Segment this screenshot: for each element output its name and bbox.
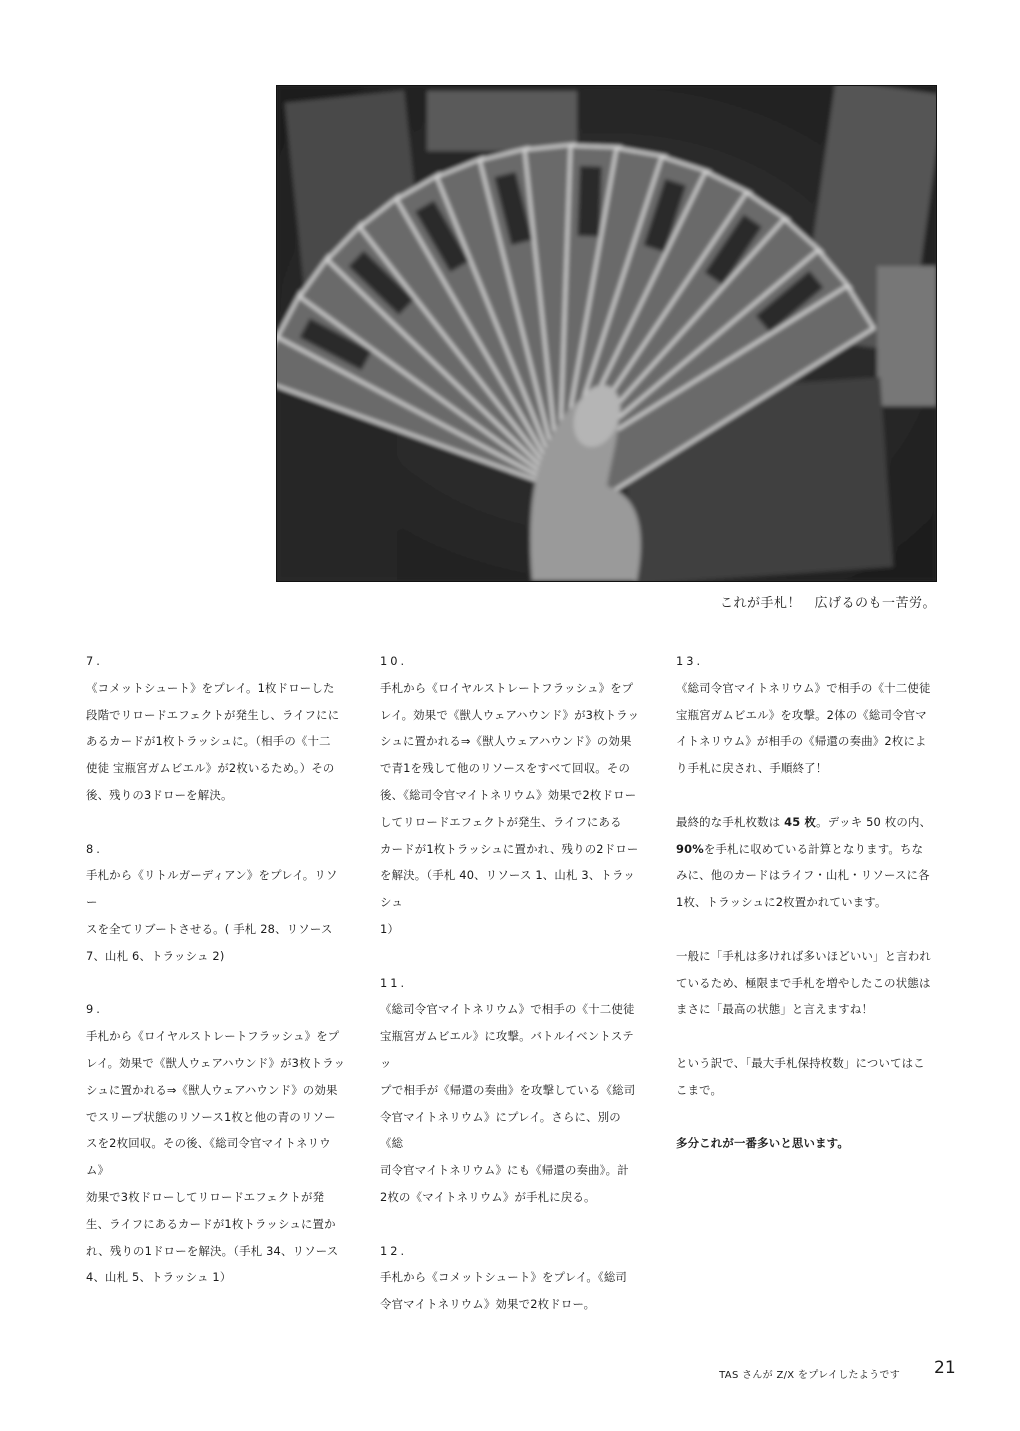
body-paragraph: 手札から《コメットシュート》をプレイ。《総司 令官マイトネリウム》効果で2枚ドロー。 [380, 1270, 628, 1312]
body-paragraph: 《総司令官マイトネリウム》で相手の《十二使徒 宝瓶宮ガムビエル》に攻撃。バトルイベントステッ プで相手が《帰還の奏曲》を攻撃している《総司 令官マイトネリウム》にプレイ。さらに、別の《総 司令官マイトネリウム》にも《帰還の奏曲》。計 2枚の《マイトネリウム》が手札に戻る。 [380, 1002, 636, 1204]
body-paragraph: 《総司令官マイトネリウム》で相手の《十二使徒 宝瓶宮ガムビエル》を攻撃。2体の《総司令官マ イトネリウム》が相手の《帰還の奏曲》2枚によ り手札に戻され、手順終了！ [676, 680, 931, 776]
photo-caption: これが手札！ 広げるのも一苦労。 [719, 596, 936, 611]
article-column-1 [86, 648, 348, 1318]
section-number: 11. [380, 975, 408, 990]
paragraph-text: 最終的な手札枚数は [676, 814, 785, 829]
body-paragraph [676, 809, 938, 916]
section-number: 12. [380, 1243, 408, 1258]
hand-of-cards-photo [276, 85, 937, 582]
running-footer-title: TAS さんが Z/X をプレイしたようです [719, 1370, 900, 1381]
section-number: 9. [86, 1002, 103, 1017]
body-paragraph: という訳で、「最大手札保持枚数」についてはこ こまで。 [676, 1055, 925, 1097]
paragraph-text: 。デッキ 50 枚の内、 [816, 814, 932, 829]
section-number: 13. [676, 654, 704, 668]
body-paragraph: 手札から《リトルガーディアン》をプレイ。リソー スを全てリブートさせる。( 手札 28、リソース 7、山札 6、トラッシュ 2) [86, 868, 338, 963]
article-column-3 [676, 648, 938, 1184]
article-column-2 [380, 648, 642, 1345]
section-number: 8. [86, 841, 103, 856]
body-paragraph: 《コメットシュート》をプレイ。1枚ドローした 段階でリロードエフェクトが発生し、ライフにに あるカードが1枚トラッシュに。（相手の《十二 使徒 宝瓶宮ガムビエル》が2枚いるため。）その 後、残りの3ドローを解決。 [86, 680, 340, 802]
body-paragraph: 一般に「手札は多ければ多いほどいい」と言われ ているため、極限まで手札を増やしたこの状態は まさに「最高の状態」と言えますね！ [676, 948, 931, 1017]
photo-illustration [277, 86, 936, 581]
section-number: 10. [380, 654, 408, 668]
body-paragraph: 手札から《ロイヤルストレートフラッシュ》をプ レイ。効果で《獣人ウェアハウンド》が3枚トラッ シュに置かれる⇒《獣人ウェアハウンド》の効果 でスリープ状態のリソース1枚と他の青のリソー スを2枚回収。その後、《総司令官マイトネリウム》 効果で3枚ドローしてリロードエフェクトが発 生、ライフにあるカードが1枚トラッシュに置か れ、残りの1ドローを解決。（手札 34、リソース 4、山札 5、トラッシュ 1） [86, 1029, 346, 1285]
section-number: 7. [86, 654, 103, 668]
body-paragraph: 手札から《ロイヤルストレートフラッシュ》をプ レイ。効果で《獣人ウェアハウンド》が3枚トラッ シュに置かれる⇒《獣人ウェアハウンド》の効果 で青1を残して他のリソースをすべて回収。その 後、《総司令官マイトネリウム》効果で2枚ドロー してリロードエフェクトが発生、ライフにある カードが1枚トラッシュに置かれ、残りの2ドロー を解決。（手札 40、リソース 1、山札 3、トラッシュ 1） [380, 680, 640, 936]
page-number: 21 [934, 1358, 956, 1378]
closing-remark: 多分これが一番多いと思います。 [676, 1136, 849, 1151]
emphasis-text: 90% [676, 841, 704, 856]
emphasis-text: 45 枚 [784, 814, 817, 829]
paragraph-text: を手札に収めている計算となります。ちな みに、他のカードはライフ・山札・リソースに各 1枚、トラッシュに2枚置かれています。 [676, 841, 930, 910]
